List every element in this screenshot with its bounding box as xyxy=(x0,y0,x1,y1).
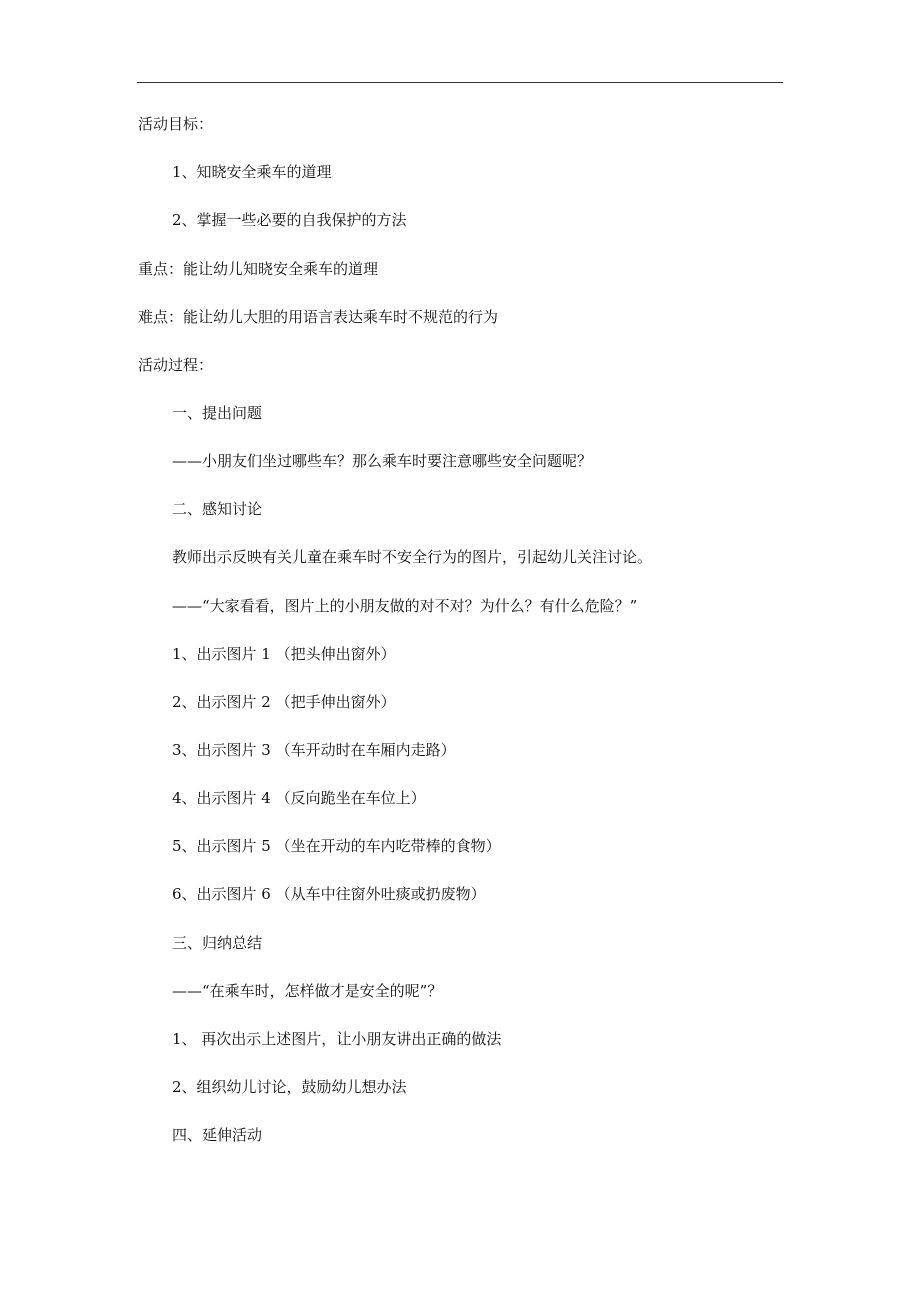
step-1-question: ——小朋友们坐过哪些车？那么乘车时要注意哪些安全问题呢？ xyxy=(172,452,593,470)
picture-item-2: 2、出示图片 2 （把手伸出窗外） xyxy=(172,693,396,711)
summary-item-2: 2、组织幼儿讨论，鼓励幼儿想办法 xyxy=(172,1078,407,1096)
step-heading-4: 四、延伸活动 xyxy=(172,1126,263,1144)
difficult-point: 难点：能让幼儿大胆的用语言表达乘车时不规范的行为 xyxy=(138,308,499,326)
picture-item-1: 1、出示图片 1 （把头伸出窗外） xyxy=(172,645,396,663)
picture-item-4: 4、出示图片 4 （反向跪坐在车位上） xyxy=(172,789,426,807)
step-2-question: ——“大家看看，图片上的小朋友做的对不对？为什么？有什么危险？” xyxy=(172,597,638,615)
header-rule xyxy=(137,82,783,83)
step-heading-3: 三、归纳总结 xyxy=(172,934,263,952)
section-heading-goals: 活动目标： xyxy=(138,115,214,133)
picture-item-6: 6、出示图片 6 （从车中往窗外吐痰或扔废物） xyxy=(172,885,486,903)
picture-item-3: 3、出示图片 3 （车开动时在车厢内走路） xyxy=(172,741,456,759)
goal-item-2: 2、掌握一些必要的自我保护的方法 xyxy=(172,211,407,229)
key-point: 重点：能让幼儿知晓安全乘车的道理 xyxy=(138,260,379,278)
goal-item-1: 1、知晓安全乘车的道理 xyxy=(172,163,332,181)
step-heading-1: 一、提出问题 xyxy=(172,404,263,422)
step-3-question: ——“在乘车时，怎样做才是安全的呢”？ xyxy=(172,982,443,1000)
picture-item-5: 5、出示图片 5 （坐在开动的车内吃带棒的食物） xyxy=(172,837,501,855)
summary-item-1: 1、 再次出示上述图片，让小朋友讲出正确的做法 xyxy=(172,1030,502,1048)
step-2-description: 教师出示反映有关儿童在乘车时不安全行为的图片，引起幼儿关注讨论。 xyxy=(172,548,653,566)
step-heading-2: 二、感知讨论 xyxy=(172,500,263,518)
section-heading-process: 活动过程： xyxy=(138,356,214,374)
